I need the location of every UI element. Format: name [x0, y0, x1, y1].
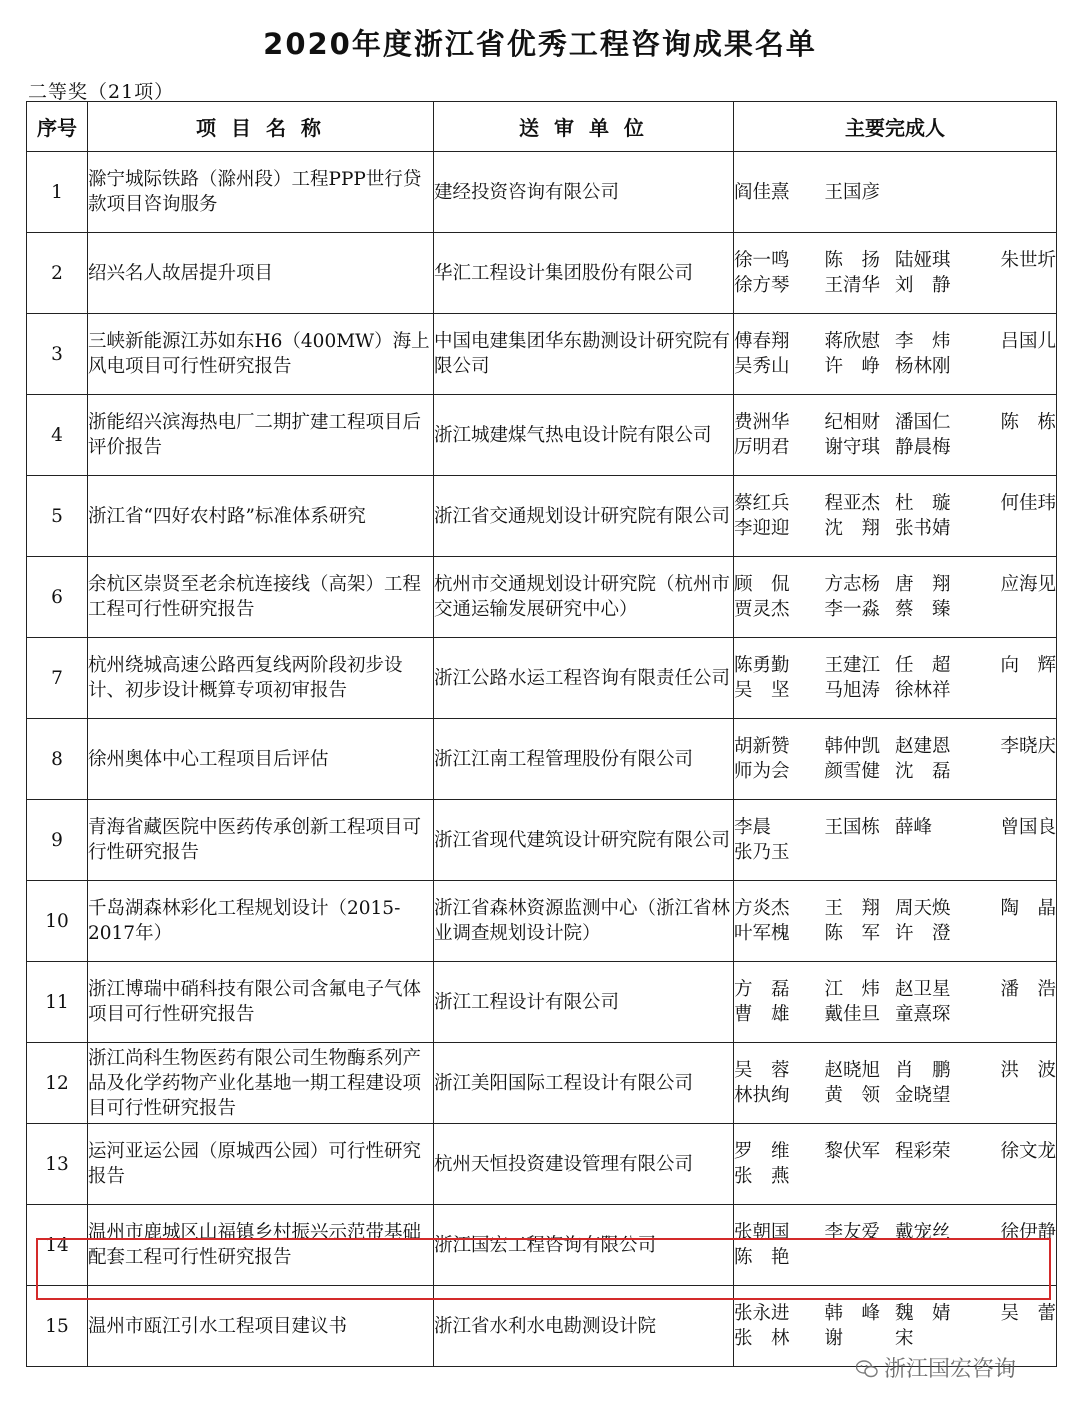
contributor-name: 任 超	[895, 655, 951, 676]
contributor-name: 陈 军	[824, 923, 881, 944]
row-seq-number: 3	[27, 314, 88, 395]
contributor-name: 方 磊	[734, 979, 790, 1000]
row-seq-number: 6	[27, 557, 88, 638]
row-project-name: 绍兴名人故居提升项目	[88, 233, 434, 314]
row-project-name: 浙能绍兴滨海热电厂二期扩建工程项目后评价报告	[88, 395, 434, 476]
row-submitting-unit: 浙江工程设计有限公司	[434, 962, 734, 1043]
contributor-name: 谢	[824, 1328, 844, 1349]
row-submitting-unit: 浙江城建煤气热电设计院有限公司	[434, 395, 734, 476]
row-submitting-unit: 浙江省森林资源监测中心（浙江省林业调查规划设计院）	[434, 881, 734, 962]
row-seq-number: 11	[27, 962, 88, 1043]
row-project-name: 运河亚运公园（原城西公园）可行性研究报告	[88, 1124, 434, 1205]
row-submitting-unit: 浙江省交通规划设计研究院有限公司	[434, 476, 734, 557]
row-seq-number: 12	[27, 1043, 88, 1124]
contributor-name: 费洲华	[734, 412, 790, 433]
contributor-name: 马旭涛	[824, 680, 881, 701]
row-main-contributors	[734, 152, 1057, 233]
contributor-name: 何佳玮	[1000, 493, 1056, 514]
row-main-contributors	[734, 962, 1057, 1043]
row-project-name: 温州市鹿城区山福镇乡村振兴示范带基础配套工程可行性研究报告	[88, 1205, 434, 1286]
contributor-list	[734, 491, 1056, 541]
contributor-name: 李 炜	[895, 331, 951, 352]
contributor-name: 韩 峰	[824, 1303, 881, 1324]
header-project-name: 项 目 名 称	[88, 102, 434, 152]
award-level-subtitle: 二等奖（21项）	[28, 81, 175, 103]
contributor-name: 方志杨	[824, 574, 881, 595]
row-main-contributors	[734, 638, 1057, 719]
contributor-name: 蒋欣慰	[824, 331, 881, 352]
contributor-name: 胡新赞	[734, 736, 790, 757]
contributor-name: 程彩荣	[895, 1141, 951, 1162]
contributor-name: 薛峰	[895, 817, 933, 838]
contributor-name: 赵建恩	[895, 736, 951, 757]
row-main-contributors	[734, 476, 1057, 557]
contributor-name: 李晓庆	[1000, 736, 1056, 757]
contributor-name: 陈勇勤	[734, 655, 790, 676]
row-main-contributors	[734, 800, 1057, 881]
contributor-name: 林执绚	[734, 1085, 790, 1106]
contributor-name: 陈 艳	[734, 1247, 790, 1268]
contributor-name: 黄 领	[824, 1085, 881, 1106]
contributor-name: 唐 翔	[895, 574, 951, 595]
header-submitting-unit: 送 审 单 位	[434, 102, 734, 152]
contributor-name: 王建江	[824, 655, 881, 676]
contributor-name: 王国栋	[824, 817, 881, 838]
contributor-name: 赵卫星	[895, 979, 951, 1000]
contributor-name: 静晨梅	[895, 437, 951, 458]
contributor-name: 谢守琪	[824, 437, 881, 458]
contributor-name: 洪 波	[1000, 1060, 1056, 1081]
contributor-list	[734, 1139, 1056, 1189]
contributor-name: 张书婧	[895, 518, 951, 539]
table-row	[27, 962, 1057, 1043]
header-seq: 序号	[27, 102, 88, 152]
row-project-name: 滁宁城际铁路（滁州段）工程PPP世行贷款项目咨询服务	[88, 152, 434, 233]
header-main-contributors: 主要完成人	[734, 102, 1057, 152]
contributor-name: 陶 晶	[1000, 898, 1056, 919]
table-row	[27, 800, 1057, 881]
table-row	[27, 638, 1057, 719]
row-project-name: 浙江尚科生物医药有限公司生物酶系列产品及化学药物产业化基地一期工程建设项目可行性研究报告	[88, 1043, 434, 1124]
contributor-list	[734, 896, 1056, 946]
row-seq-number: 14	[27, 1205, 88, 1286]
page-title: 2020年度浙江省优秀工程咨询成果名单	[263, 27, 817, 61]
row-submitting-unit: 浙江公路水运工程咨询有限责任公司	[434, 638, 734, 719]
row-submitting-unit: 杭州天恒投资建设管理有限公司	[434, 1124, 734, 1205]
row-main-contributors	[734, 233, 1057, 314]
contributor-name: 李迎迎	[734, 518, 790, 539]
contributor-name: 厉明君	[734, 437, 790, 458]
contributor-name: 许 峥	[824, 356, 881, 377]
contributor-name: 徐林祥	[895, 680, 951, 701]
contributor-name: 吴 坚	[734, 680, 790, 701]
contributor-name: 杜 璇	[895, 493, 951, 514]
contributor-name: 蔡 臻	[895, 599, 951, 620]
table-row	[27, 1124, 1057, 1205]
contributor-name: 蔡红兵	[734, 493, 790, 514]
contributor-list	[734, 1058, 1056, 1108]
contributor-name: 吴 蓉	[734, 1060, 790, 1081]
row-seq-number: 9	[27, 800, 88, 881]
watermark-text: 浙江国宏咨询	[884, 1357, 1017, 1382]
table-row	[27, 395, 1057, 476]
row-main-contributors	[734, 1205, 1057, 1286]
table-row	[27, 719, 1057, 800]
contributor-name: 刘 静	[895, 275, 951, 296]
contributor-name: 程亚杰	[824, 493, 881, 514]
contributor-list	[734, 572, 1056, 622]
contributor-list	[734, 977, 1056, 1027]
contributor-name: 阎佳熹	[734, 181, 790, 203]
contributor-name: 李一淼	[824, 599, 881, 620]
contributor-name: 陆娅琪	[895, 250, 951, 271]
contributor-name: 赵晓旭	[824, 1060, 881, 1081]
row-project-name: 杭州绕城高速公路西复线两阶段初步设计、初步设计概算专项初审报告	[88, 638, 434, 719]
contributor-list	[734, 815, 1056, 865]
contributor-name: 叶军槐	[734, 923, 790, 944]
contributor-list	[734, 734, 1056, 784]
contributor-name: 曾国良	[1000, 817, 1056, 838]
row-project-name: 温州市瓯江引水工程项目建议书	[88, 1286, 434, 1367]
contributor-name: 王国彦	[824, 181, 881, 203]
row-submitting-unit: 浙江江南工程管理股份有限公司	[434, 719, 734, 800]
contributor-name: 张乃玉	[734, 842, 790, 863]
row-project-name: 徐州奥体中心工程项目后评估	[88, 719, 434, 800]
contributor-name: 张永进	[734, 1303, 790, 1324]
row-seq-number: 13	[27, 1124, 88, 1205]
contributor-name: 罗 维	[734, 1141, 790, 1162]
contributor-name: 戴佳旦	[824, 1004, 881, 1025]
table-row	[27, 881, 1057, 962]
row-submitting-unit: 中国电建集团华东勘测设计研究院有限公司	[434, 314, 734, 395]
row-seq-number: 1	[27, 152, 88, 233]
contributor-name: 杨林刚	[895, 356, 951, 377]
contributor-name: 顾 侃	[734, 574, 790, 595]
table-row	[27, 1205, 1057, 1286]
contributor-name: 曹 雄	[734, 1004, 790, 1025]
table-header-row	[27, 102, 1057, 152]
contributor-list	[734, 248, 1056, 298]
row-submitting-unit: 浙江美阳国际工程设计有限公司	[434, 1043, 734, 1124]
table-row	[27, 314, 1057, 395]
contributor-name: 李晨	[734, 817, 772, 838]
row-project-name: 浙江博瑞中硝科技有限公司含氟电子气体项目可行性研究报告	[88, 962, 434, 1043]
contributor-name: 徐一鸣	[734, 250, 790, 271]
row-seq-number: 2	[27, 233, 88, 314]
contributor-name: 童熹琛	[895, 1004, 951, 1025]
contributor-name: 黎伏军	[824, 1141, 881, 1162]
contributor-name: 潘 浩	[1000, 979, 1056, 1000]
contributor-name: 江 炜	[824, 979, 881, 1000]
contributor-name: 吴 蕾	[1000, 1303, 1056, 1324]
row-project-name: 三峡新能源江苏如东H6（400MW）海上风电项目可行性研究报告	[88, 314, 434, 395]
row-seq-number: 5	[27, 476, 88, 557]
row-main-contributors	[734, 314, 1057, 395]
row-main-contributors	[734, 1043, 1057, 1124]
table-row	[27, 152, 1057, 233]
contributor-name: 潘国仁	[895, 412, 951, 433]
contributor-name: 师为会	[734, 761, 790, 782]
contributor-name: 韩仲凯	[824, 736, 881, 757]
contributor-name: 朱世圻	[1000, 250, 1056, 271]
contributor-list	[734, 653, 1056, 703]
row-seq-number: 8	[27, 719, 88, 800]
row-submitting-unit: 浙江省水利水电勘测设计院	[434, 1286, 734, 1367]
contributor-name: 李友爱	[824, 1222, 881, 1243]
contributor-name: 吴秀山	[734, 356, 790, 377]
contributor-name: 王清华	[824, 275, 881, 296]
wechat-watermark	[856, 1352, 1016, 1383]
contributor-name: 颜雪健	[824, 761, 881, 782]
row-seq-number: 7	[27, 638, 88, 719]
contributor-name: 许 澄	[895, 923, 951, 944]
contributor-name: 方炎杰	[734, 898, 790, 919]
contributor-name: 徐方琴	[734, 275, 790, 296]
contributor-name: 肖 鹏	[895, 1060, 951, 1081]
row-seq-number: 15	[27, 1286, 88, 1367]
row-submitting-unit: 杭州市交通规划设计研究院（杭州市交通运输发展研究中心）	[434, 557, 734, 638]
row-submitting-unit: 建经投资咨询有限公司	[434, 152, 734, 233]
row-project-name: 浙江省“四好农村路”标准体系研究	[88, 476, 434, 557]
row-project-name: 余杭区崇贤至老余杭连接线（高架）工程工程可行性研究报告	[88, 557, 434, 638]
row-seq-number: 4	[27, 395, 88, 476]
contributor-name: 向 辉	[1000, 655, 1056, 676]
contributor-name: 陈 栋	[1000, 412, 1056, 433]
contributor-name: 张 燕	[734, 1166, 790, 1187]
row-main-contributors	[734, 719, 1057, 800]
contributor-name: 周天焕	[895, 898, 951, 919]
row-main-contributors	[734, 557, 1057, 638]
contributor-name: 张 林	[734, 1328, 790, 1349]
table-row	[27, 476, 1057, 557]
table-row	[27, 1043, 1057, 1124]
contributor-name: 宋	[895, 1328, 914, 1349]
table-row	[27, 557, 1057, 638]
contributor-name: 贾灵杰	[734, 599, 790, 620]
contributor-name: 吕国儿	[1000, 331, 1056, 352]
contributor-name: 戴宠丝	[895, 1222, 951, 1243]
awards-table	[26, 101, 1057, 1367]
contributor-name: 徐伊静	[1000, 1222, 1056, 1243]
row-submitting-unit: 华汇工程设计集团股份有限公司	[434, 233, 734, 314]
contributor-name: 沈 翔	[824, 518, 881, 539]
contributor-name: 沈 磊	[895, 761, 951, 782]
contributor-name: 傅春翔	[734, 331, 790, 352]
contributor-list	[734, 1220, 1056, 1270]
contributor-list	[734, 180, 1056, 205]
contributor-list	[734, 329, 1056, 379]
contributor-name: 魏 婧	[895, 1303, 951, 1324]
row-main-contributors	[734, 1124, 1057, 1205]
row-main-contributors	[734, 881, 1057, 962]
row-main-contributors	[734, 395, 1057, 476]
contributor-name: 徐文龙	[1000, 1141, 1056, 1162]
contributor-name: 金晓望	[895, 1085, 951, 1106]
contributor-name: 张朝国	[734, 1222, 790, 1243]
contributor-name: 陈 扬	[824, 250, 881, 271]
contributor-name: 王 翔	[824, 898, 881, 919]
row-project-name: 青海省藏医院中医药传承创新工程项目可行性研究报告	[88, 800, 434, 881]
contributor-name: 纪相财	[824, 412, 881, 433]
row-seq-number: 10	[27, 881, 88, 962]
table-row	[27, 233, 1057, 314]
contributor-list	[734, 1301, 1056, 1351]
row-submitting-unit: 浙江国宏工程咨询有限公司	[434, 1205, 734, 1286]
wechat-icon	[856, 1360, 878, 1378]
contributor-name: 应海见	[1000, 574, 1056, 595]
contributor-list	[734, 410, 1056, 460]
row-submitting-unit: 浙江省现代建筑设计研究院有限公司	[434, 800, 734, 881]
row-project-name: 千岛湖森林彩化工程规划设计（2015-2017年）	[88, 881, 434, 962]
